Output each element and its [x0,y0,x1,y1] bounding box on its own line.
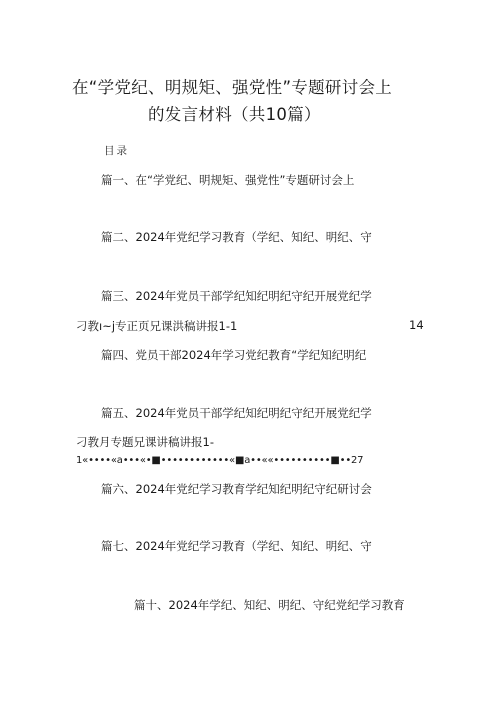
toc-entry-continuation: 刁教ı~j专正页兄课洪稿讲报1-1 [76,319,238,333]
document-title-line-2: 的发言材料（共10篇） [148,105,321,124]
toc-entry[interactable]: 篇二、2024年党纪学习教育（学纪、知纪、明纪、守 [101,230,372,244]
toc-leader-line: 1«••••«a•••«•■••••••••••••«■a••««••••••••••■••27 [76,455,364,466]
toc-page-number: 14 [409,318,424,332]
toc-entry[interactable]: 篇六、2024年党纪学习教育学纪知纪明纪守纪研讨会 [101,482,372,496]
toc-entry[interactable]: 篇五、2024年党员干部学纪知纪明纪守纪开展党纪学 [101,406,372,420]
toc-entry[interactable]: 篇四、党员干部2024年学习党纪教育“学纪知纪明纪 [101,348,367,362]
toc-entry[interactable]: 篇三、2024年党员干部学纪知纪明纪守纪开展党纪学 [101,289,372,303]
toc-entry-continuation: 刁教月专题兄课讲稿讲报1- [76,435,214,449]
toc-entry[interactable]: 篇十、2024年学纪、知纪、明纪、守纪党纪学习教育 [134,598,405,612]
document-title-line-1: 在“学党纪、明规矩、强党性”专题研讨会上 [72,78,393,97]
toc-entry[interactable]: 篇一、在“学党纪、明规矩、强党性”专题研讨会上 [101,173,355,187]
toc-entry[interactable]: 篇七、2024年党纪学习教育（学纪、知纪、明纪、守 [101,539,372,553]
toc-label: 目录 [104,145,129,157]
